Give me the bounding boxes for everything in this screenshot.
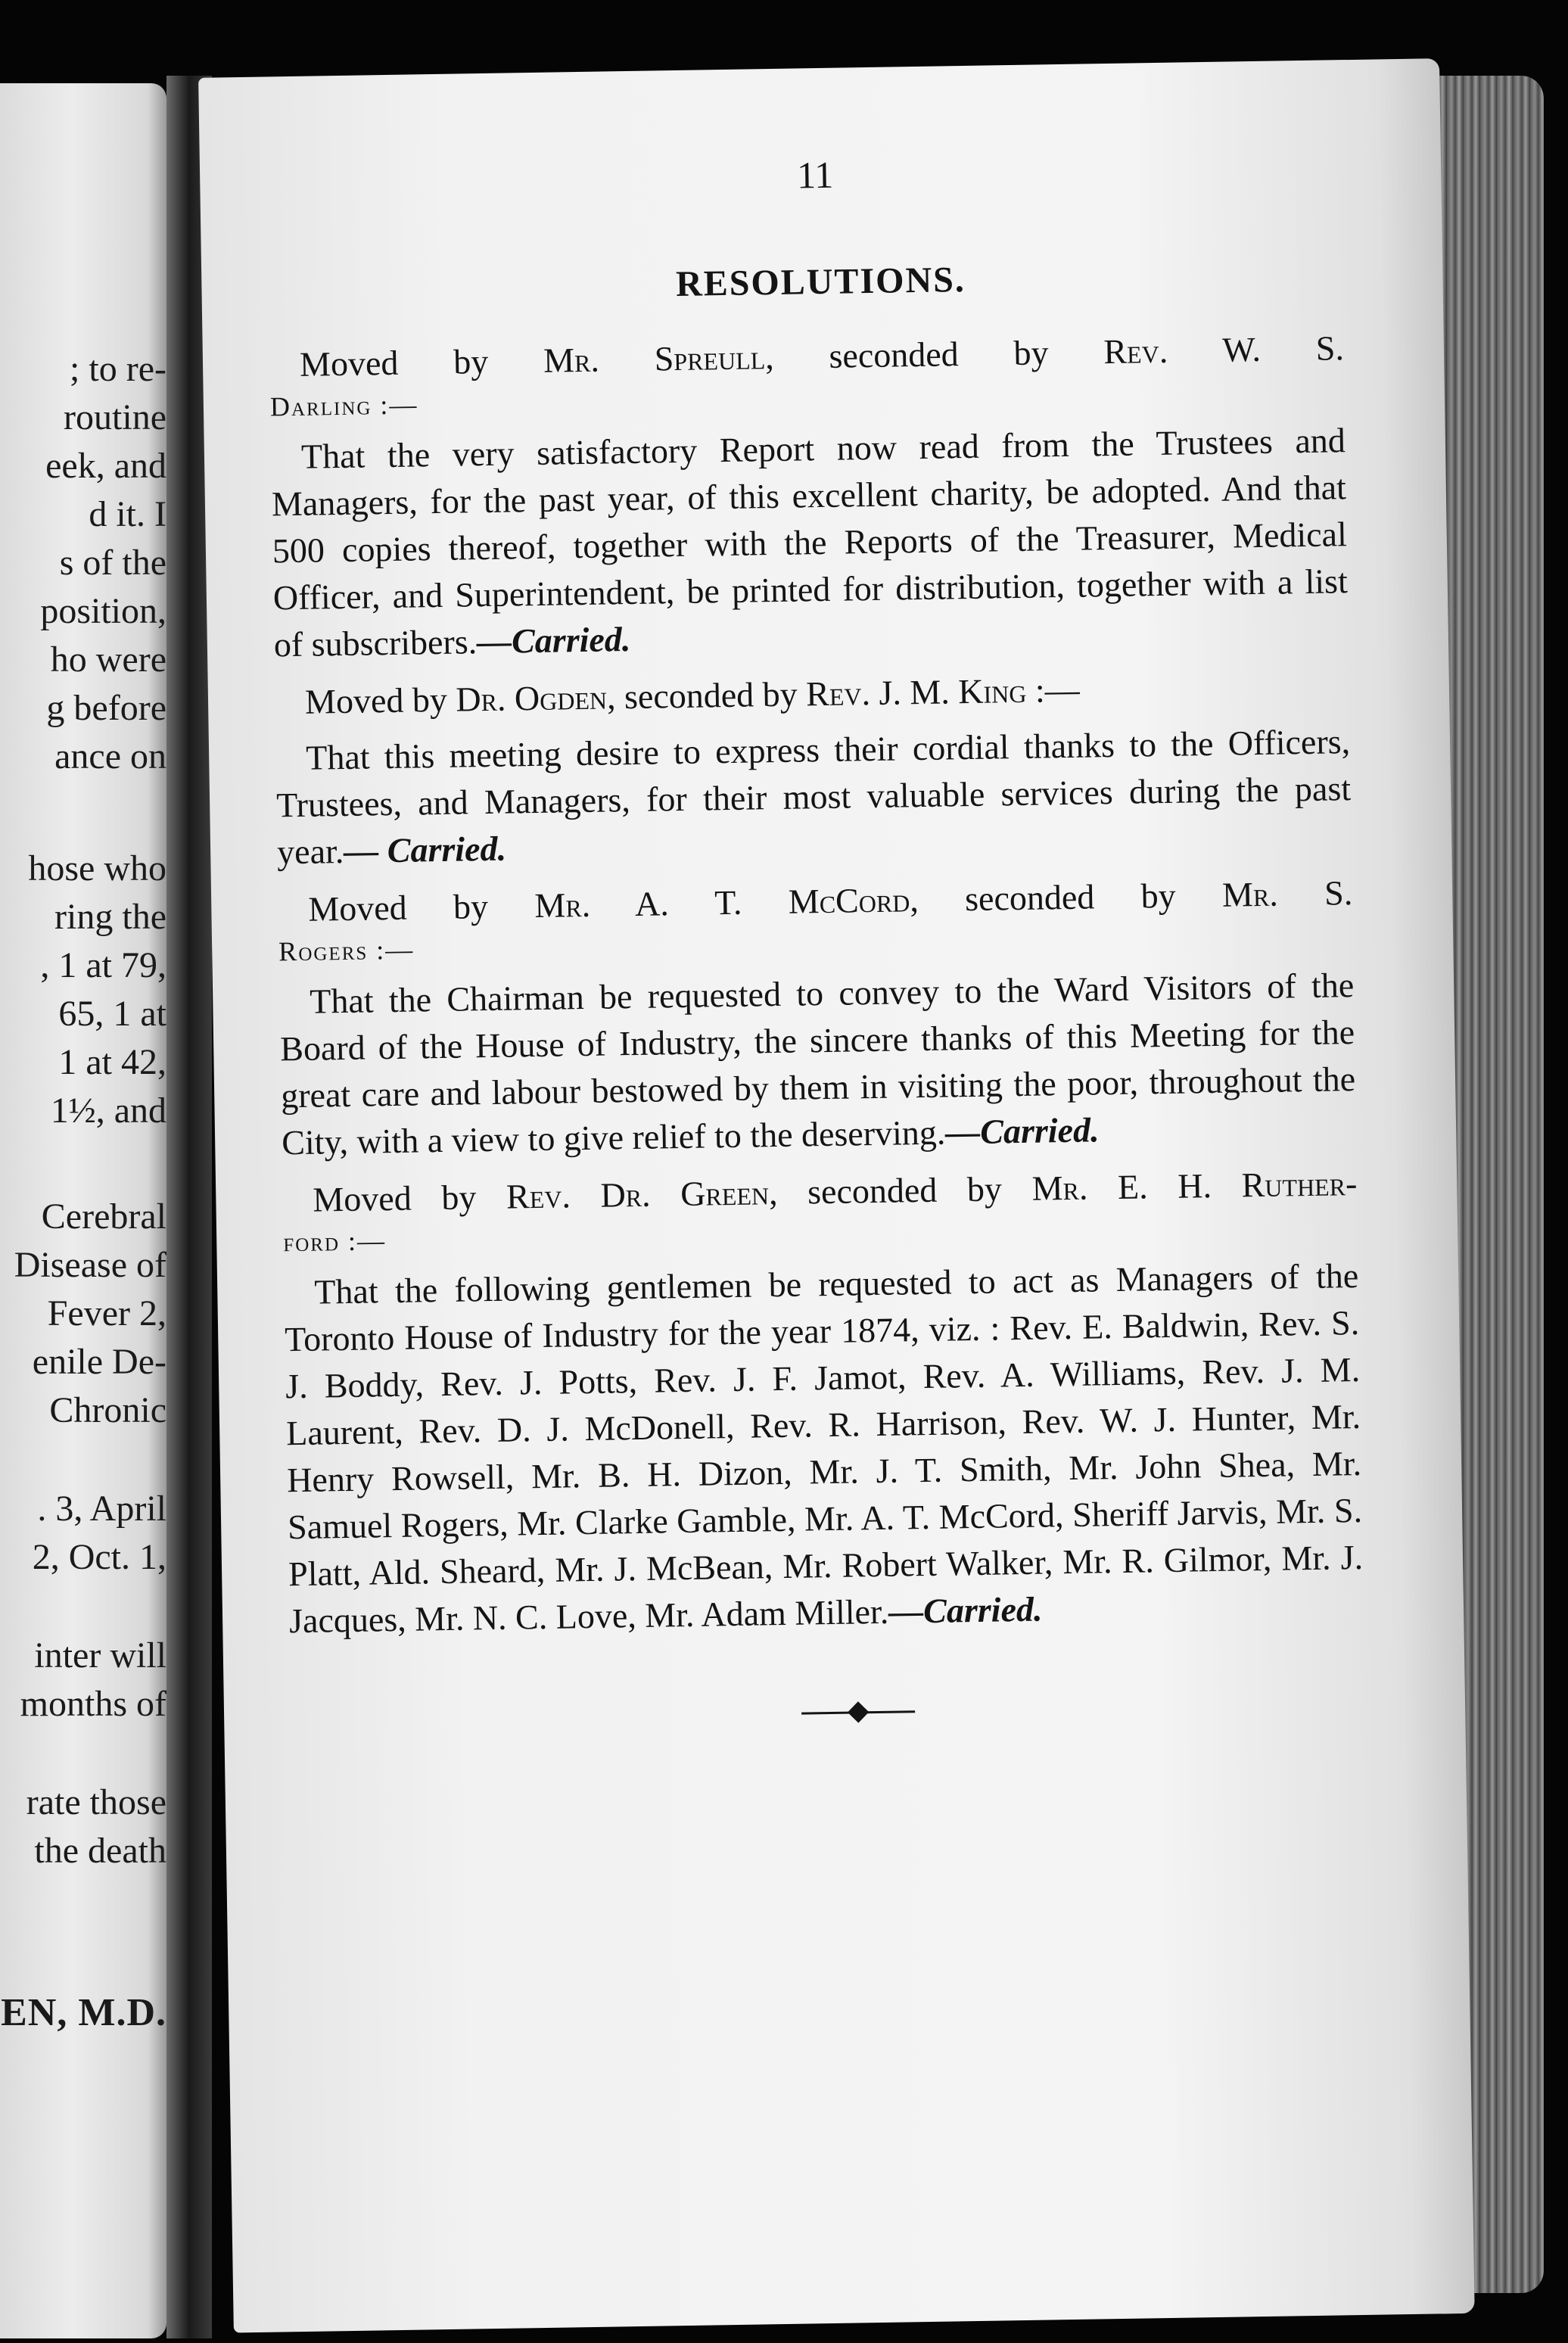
left-fragment: the death bbox=[34, 1831, 166, 1871]
seconder-name: Rev. W. S. bbox=[1103, 328, 1345, 372]
resolution-result: —Carried. bbox=[888, 1589, 1043, 1631]
left-fragment: g before bbox=[46, 688, 166, 728]
motion-line: Moved by Mr. Spreull, seconded by Rev. W. S. bbox=[299, 328, 1345, 384]
motion-line: Moved by Mr. A. T. McCord, seconded by Mr. S. bbox=[307, 873, 1353, 929]
motion bbox=[278, 870, 1357, 1166]
seconder-continuation: ford :— bbox=[282, 1225, 387, 1258]
motion-line: Moved by Rev. Dr. Green, seconded by Mr. E. H. Ruther- bbox=[313, 1164, 1358, 1219]
seconder-name: Mr. S. bbox=[1221, 873, 1353, 914]
seconder-continuation: Darling :— bbox=[269, 389, 418, 422]
resolution-result: — Carried. bbox=[343, 829, 507, 870]
left-fragment: ance on bbox=[54, 736, 166, 776]
left-fragment: routine bbox=[64, 397, 166, 437]
left-fragment: hose who bbox=[28, 848, 166, 888]
left-fragment: , 1 at 79, bbox=[40, 945, 166, 985]
left-fragment: ring the bbox=[54, 897, 166, 937]
motion bbox=[269, 325, 1349, 668]
section-heading: RESOLUTIONS. bbox=[675, 259, 966, 304]
right-page bbox=[198, 58, 1475, 2332]
ornament-diamond bbox=[848, 1701, 869, 1722]
mover-name: Mr. Spreull, bbox=[543, 337, 775, 380]
left-fragment: s of the bbox=[59, 543, 166, 583]
seconder-name: Mr. E. H. Ruther- bbox=[1031, 1164, 1358, 1208]
resolution-text: That the following gentlemen be requested to act as Managers of the Toronto House of Industry for the year 1874, viz. : Rev. E. Baldwin, Rev. S. J. Boddy, Rev. J. Potts, Rev. J. F. Jamot, Rev. A. Williams, Rev. J. M. Laurent, Rev. D. J. McDonell, Rev. R. Harrison, Rev. W. J. Hunter, Mr. Henry Rowsell, Mr. B. H. Dizon, Mr. J. T. Smith, Mr. John Shea, Mr. Samuel Rogers, Mr. Clarke Gamble, Mr. A. T. McCord, Sheriff Jarvis, Mr. S. Platt, Ald. Sheard, Mr. J. McBean, Mr. Robert Walker, Mr. R. Gilmor, Mr. J. Jacques, Mr. N. C. Love, Mr. Adam Miller.—Carried. bbox=[284, 1256, 1364, 1641]
left-fragment: ; to re- bbox=[70, 349, 166, 389]
left-fragment: 1½, and bbox=[50, 1091, 166, 1131]
resolution-result: —Carried. bbox=[944, 1110, 1100, 1152]
left-fragment: . 3, April bbox=[37, 1489, 166, 1529]
left-facing-page bbox=[0, 83, 166, 2338]
motion bbox=[275, 662, 1352, 876]
left-fragment: 2, Oct. 1, bbox=[32, 1537, 166, 1577]
motion bbox=[282, 1160, 1364, 1644]
mover-name: Rev. Dr. Green, bbox=[506, 1173, 778, 1216]
left-fragment: Disease of bbox=[14, 1245, 166, 1285]
left-fragment: Chronic bbox=[49, 1390, 166, 1430]
left-fragment: 1 at 42, bbox=[58, 1042, 166, 1082]
seconder-continuation: Rogers :— bbox=[278, 934, 415, 967]
resolution-text: That this meeting desire to express their cordial thanks to the Officers, Trustees, and Managers, for their most valuable services during the past year.— Carried. bbox=[275, 722, 1352, 872]
end-ornament bbox=[801, 1700, 915, 1724]
left-fragment: ho were bbox=[50, 639, 166, 680]
left-fragment: rate those bbox=[26, 1782, 166, 1822]
mover-name: Dr. Ogden, bbox=[455, 677, 616, 719]
left-fragment: enile De- bbox=[32, 1342, 166, 1382]
left-fragment: Cerebral bbox=[41, 1196, 166, 1237]
seconder-name: Rev. J. M. King :— bbox=[805, 670, 1081, 714]
left-fragment: eek, and bbox=[45, 446, 166, 486]
motion-line: Moved by Dr. Ogden, seconded by Rev. J. M. King :— bbox=[304, 670, 1081, 721]
resolution-text: That the very satisfactory Report now read from the Trustees and Managers, for the past year, of this excellent charity, be adopted. And that 500 copies thereof, together with the Reports of the Treasurer, Medical Officer, and Superintendent, be printed for distribution, together with a list of subscribers.—Carried. bbox=[271, 421, 1349, 664]
left-fragment: position, bbox=[40, 591, 166, 631]
left-fragment: inter will bbox=[34, 1635, 166, 1676]
mover-name: Mr. A. T. McCord, bbox=[534, 880, 919, 926]
left-signature: EN, M.D. bbox=[1, 1991, 166, 2034]
page-number: 11 bbox=[796, 153, 834, 197]
resolution-result: —Carried. bbox=[476, 620, 631, 661]
page-content bbox=[266, 143, 1365, 1732]
left-fragment: months of bbox=[20, 1684, 166, 1724]
left-fragment: Fever 2, bbox=[47, 1293, 166, 1333]
left-fragment: d it. I bbox=[89, 494, 166, 534]
resolution-text: That the Chairman be requested to convey to the Ward Visitors of the Board of the House of Industry, the sincere thanks of this Meeting for the great care and labour bestowed by them in visiting the poor, throughout the City, with a view to give relief to the deserving.—Carried. bbox=[279, 966, 1356, 1162]
left-fragment: 65, 1 at bbox=[58, 994, 166, 1034]
